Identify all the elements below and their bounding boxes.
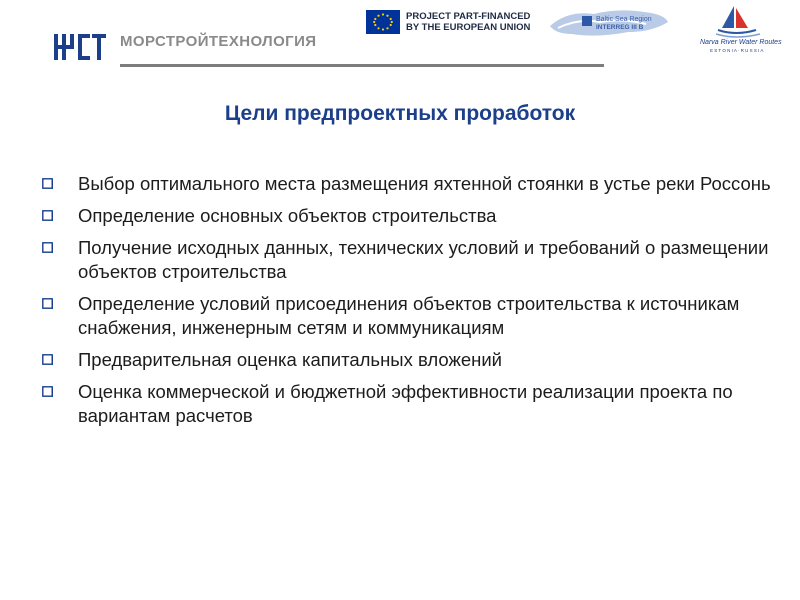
eu-funding-badge [366, 10, 530, 34]
goals-list [42, 172, 772, 436]
goal-text: Оценка коммерческой и бюджетной эффективности реализации проекта по вариантам расчетов [78, 381, 733, 426]
goal-text: Определение условий присоединения объектов строительства к источникам снабжения, инженерным сетям и коммуникациям [78, 293, 740, 338]
eu-funding-text [406, 11, 530, 33]
eu-funding-line2: BY THE EUROPEAN UNION [406, 22, 531, 33]
slide-title: Цели предпроектных проработок [224, 102, 576, 125]
company-name: МОРСТРОЙТЕХНОЛОГИЯ [120, 33, 317, 50]
goal-text: Определение основных объектов строительства [78, 205, 497, 226]
list-item [42, 236, 772, 284]
goal-text: Предварительная оценка капитальных вложений [78, 349, 503, 370]
header-divider [120, 64, 604, 67]
list-item [42, 292, 772, 340]
hollow-square-bullet-icon [42, 242, 53, 253]
narva-line1: Narva River Water Routes [700, 39, 782, 46]
hollow-square-bullet-icon [42, 210, 53, 221]
eu-flag-icon [366, 10, 400, 34]
hollow-square-bullet-icon [42, 298, 53, 309]
mst-logo-icon [52, 30, 108, 64]
narva-river-logo [696, 2, 792, 54]
hollow-square-bullet-icon [42, 386, 53, 397]
eu-funding-line1: PROJECT PART-FINANCED [406, 11, 531, 22]
list-item [42, 348, 772, 372]
hollow-square-bullet-icon [42, 354, 53, 365]
interreg-line1: Baltic Sea Region [596, 16, 652, 23]
interreg-logo [548, 4, 670, 40]
goal-text: Получение исходных данных, технических условий и требований о размещении объектов строительства [78, 237, 769, 282]
narva-line2: E S T O N I A · R U S S I A [710, 48, 764, 53]
hollow-square-bullet-icon [42, 178, 53, 189]
list-item [42, 380, 772, 428]
goal-text: Выбор оптимального места размещения яхтенной стоянки в устье реки Россонь [78, 173, 771, 194]
list-item [42, 172, 772, 196]
interreg-line2: INTERREG III B [596, 24, 644, 31]
list-item [42, 204, 772, 228]
company-logo [52, 30, 108, 64]
